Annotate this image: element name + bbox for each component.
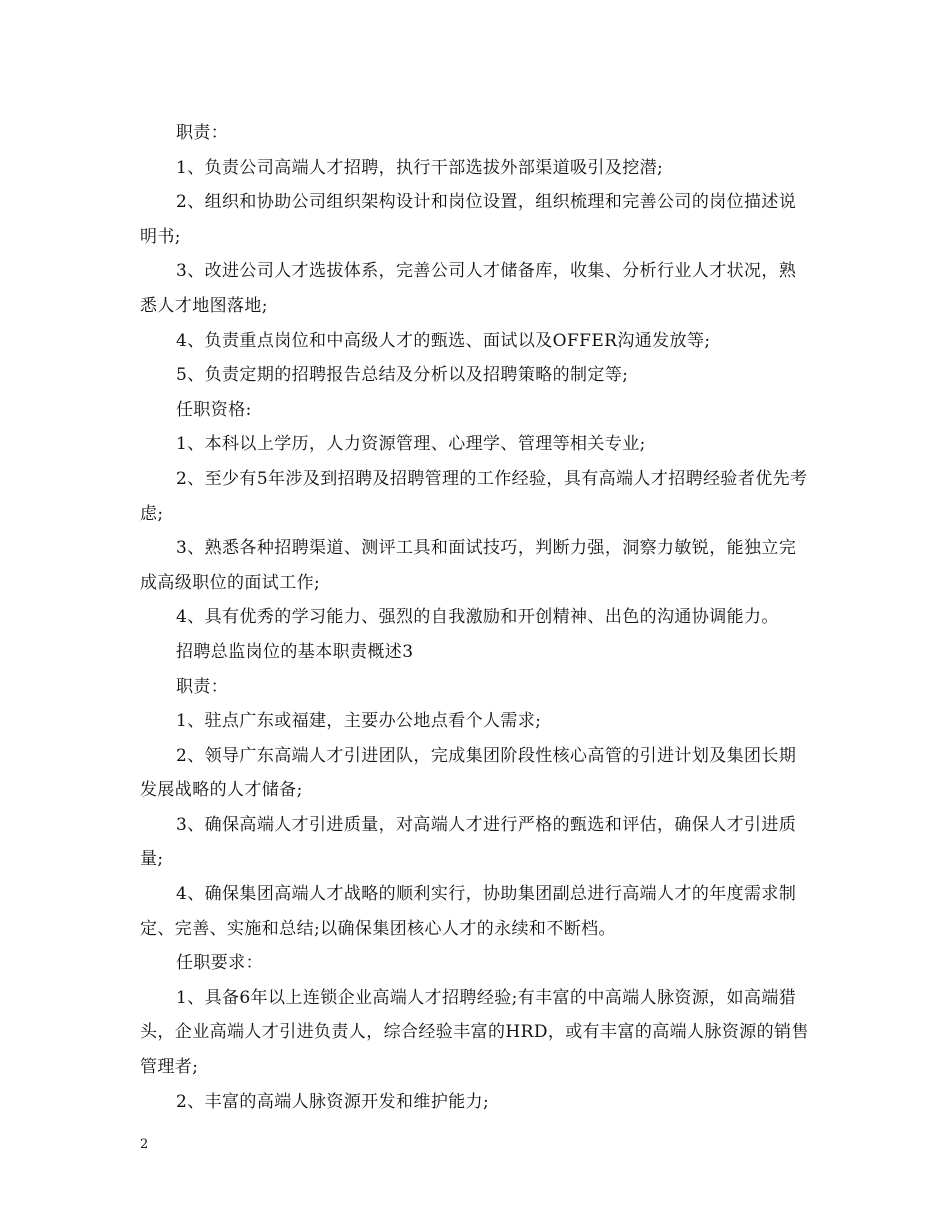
page-number: 2 — [140, 1137, 149, 1152]
paragraph-duty-2-1: 1、驻点广东或福建，主要办公地点看个人需求; — [176, 711, 542, 732]
paragraph-duty-4: 4、负责重点岗位和中高级人才的甄选、面试以及OFFER沟通发放等; — [176, 330, 711, 351]
paragraph-duty-2: 2、组织和协助公司组织架构设计和岗位设置，组织梳理和完善公司的岗位描述说明书; — [140, 192, 797, 247]
paragraph-qualifications-heading: 任职资格: — [176, 399, 252, 420]
paragraph-qualification-1: 1、本科以上学历，人力资源管理、心理学、管理等相关专业; — [176, 434, 646, 455]
paragraph-qualification-2: 2、至少有5年涉及到招聘及招聘管理的工作经验，具有高端人才招聘经验者优先考虑; — [140, 468, 808, 524]
paragraph-requirements-heading: 任职要求： — [176, 953, 263, 974]
paragraph-qualification-4: 4、具有优秀的学习能力、强烈的自我激励和开创精神、出色的沟通协调能力。 — [176, 607, 779, 628]
paragraph-qualification-3: 3、熟悉各种招聘渠道、测评工具和面试技巧，判断力强，洞察力敏锐，能独立完成高级职位的面试工作; — [140, 538, 797, 593]
paragraph-duty-2-2: 2、领导广东高端人才引进团队，完成集团阶段性核心高管的引进计划及集团长期发展战略的人才储备; — [140, 745, 797, 801]
paragraph-duty-2-3: 3、确保高端人才引进质量，对高端人才进行严格的甄选和评估，确保人才引进质量; — [140, 814, 797, 870]
paragraph-duty-5: 5、负责定期的招聘报告总结及分析以及招聘策略的制定等; — [176, 365, 629, 386]
paragraph-duties-heading-2: 职责： — [176, 676, 229, 697]
section-title: 招聘总监岗位的基本职责概述3 — [176, 641, 414, 662]
paragraph-duties-heading: 职责： — [176, 123, 229, 143]
paragraph-requirement-2: 2、丰富的高端人脉资源开发和维护能力; — [176, 1091, 490, 1112]
document-body — [140, 116, 812, 1119]
paragraph-requirement-1: 1、具备6年以上连锁企业高端人才招聘经验;有丰富的中高端人脉资源，如高端猎头，企业高端人才引进负责人，综合经验丰富的HRD，或有丰富的高端人脉资源的销售管理者; — [140, 987, 809, 1078]
paragraph-duty-2-4: 4、确保集团高端人才战略的顺利实行，协助集团副总进行高端人才的年度需求制定、完善、实施和总结;以确保集团核心人才的永续和不断档。 — [140, 884, 797, 939]
paragraph-duty-1: 1、负责公司高端人才招聘，执行干部选拔外部渠道吸引及挖潜; — [176, 157, 664, 178]
paragraph-duty-3: 3、改进公司人才选拔体系，完善公司人才储备库，收集、分析行业人才状况，熟悉人才地图落地; — [140, 261, 797, 316]
